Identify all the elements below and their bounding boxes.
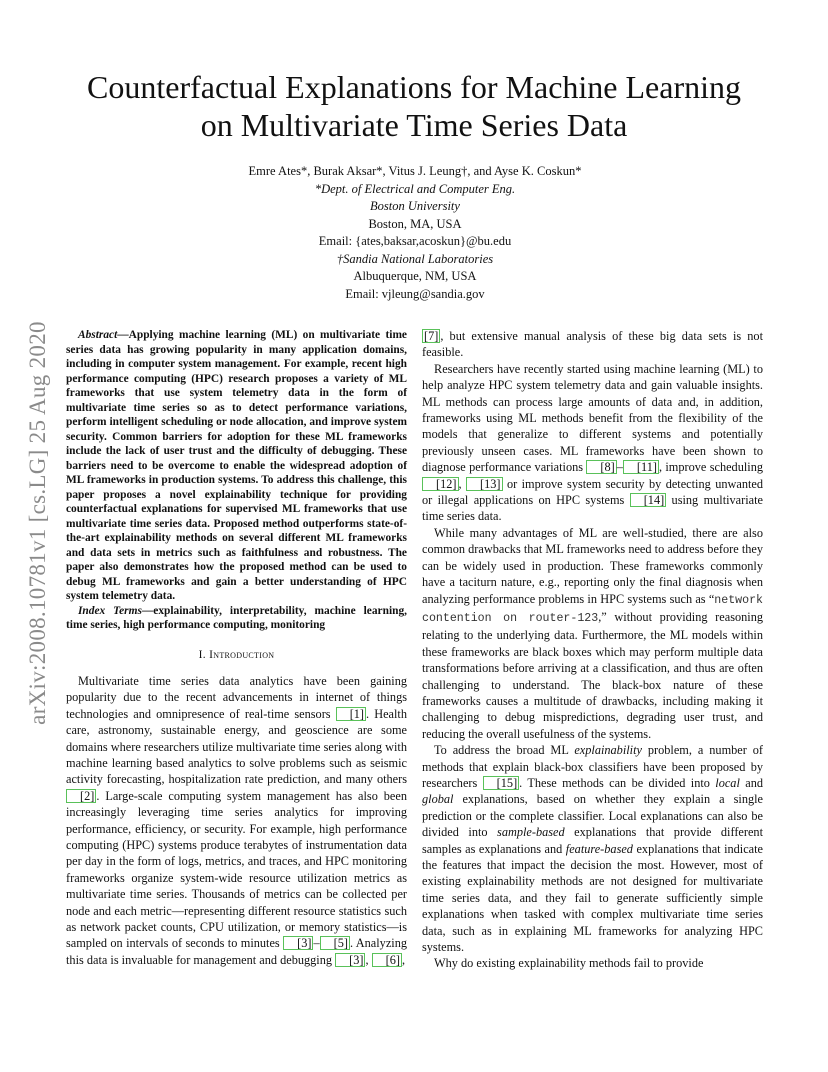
affiliation-2-lab: †Sandia National Laboratories <box>336 251 494 266</box>
arxiv-identifier <box>22 283 54 763</box>
index-terms-text: —explainability, interpretability, machine learning, time series, high performance computing, monitoring <box>66 604 407 631</box>
arxiv-id-text: arXiv:2008.10781v1 [cs.LG] 25 Aug 2020 <box>25 321 50 725</box>
intro-paragraph-2: Researchers have recently started using machine learning (ML) to help analyze HPC system telemetry data and gain valuable insights. ML methods can process large amounts of data and, in addition, frameworks using ML methods benefit from the flexibility of the models that generalize to different systems and potentially previously unseen cases. ML frameworks have been shown to diagnose performance variations [8] – [11] , improve scheduling [12] , [13] or improve system security by detecting unwanted or illegal applications on HPC systems [14] using multivariate time series data. <box>422 361 764 524</box>
code-snippet: network contention on router-123 <box>422 593 763 625</box>
citation-link[interactable]: [5] <box>320 936 350 950</box>
citation-link[interactable]: [15] <box>483 776 520 790</box>
citation-link[interactable]: [8] <box>586 460 616 474</box>
intro-paragraph-4: To address the broad ML explainability problem, a number of methods that explain black-box classifiers have been proposed by researchers [15] . These methods can be divided into local and global explanations, based on whether they explain a single prediction or the complete classifier. Local explanations can also be divided into sample-based explanations that provide different samples as explanations and feature-based explanations that indicate the features that impact the decision the most. However, most of existing explainability methods are not designed for multivariate time series data, and they fail to generate sufficiently simple explanations when tasked with complex multivariate time series data, such as in explaining ML frameworks for analyzing HPC systems. <box>422 743 764 955</box>
paper-title <box>60 68 768 144</box>
abstract-label: Abstract <box>78 329 118 341</box>
affiliation-1-dept: *Dept. of Electrical and Computer Eng. <box>314 181 516 196</box>
abstract <box>66 328 407 604</box>
citation-link[interactable]: [11] <box>623 460 659 474</box>
author-names: Emre Ates*, Burak Aksar*, Vitus J. Leung†, and Ayse K. Coskun* <box>248 164 582 178</box>
citation-link[interactable]: [6] <box>372 953 402 967</box>
intro-paragraph-5: Why do existing explainability methods fail to provide <box>434 956 704 971</box>
intro-paragraph-1-cont: [7] , but extensive manual analysis of these big data sets is not feasible. <box>422 329 763 360</box>
affiliation-2-location: Albuquerque, NM, USA <box>353 269 477 283</box>
index-terms-label: Index Terms <box>78 604 142 617</box>
citation-link[interactable]: [1] <box>336 707 366 721</box>
citation-link[interactable]: [3] <box>335 953 365 967</box>
affiliation-2-email[interactable]: Email: vjleung@sandia.gov <box>345 286 485 301</box>
left-column <box>66 328 407 968</box>
citation-link[interactable]: [14] <box>630 493 667 507</box>
citation-link[interactable]: [2] <box>66 789 96 803</box>
intro-paragraph-3: While many advantages of ML are well-studied, there are also common drawbacks that ML frameworks need to address before they can be widely used in production. These frameworks commonly have a taciturn nature, e.g., reporting only the final diagnosis when analyzing performance problems in HPC systems such as “network contention on router-123,” without providing reasoning relating to the underlying data. Furthermore, the ML models within these frameworks are black boxes which may perform multiple data transformations before arriving at a classification, and thus are often challenging to understand. The black-box nature of these frameworks causes a multitude of drawbacks, including making it challenging to debug mispredictions, degrading user trust, and reducing the overall usefulness of the systems. <box>422 525 763 741</box>
abstract-text: —Applying machine learning (ML) on multivariate time series data has growing popularity in many application domains, including in computer system management. For example, recent high performance computing (HPC) research proposes a variety of ML frameworks that use system telemetry data in the form of multivariate time series so as to detect performance variations, perform intelligent scheduling or node allocation, and improve system security. Common barriers for adoption for these ML frameworks include the lack of user trust and the difficulty of debugging. These barriers need to be overcome to enable the widespread adoption of ML frameworks in production systems. To address this challenge, this paper proposes a novel explainability technique for providing counterfactual explanations for supervised ML frameworks that use multivariate time series data. Proposed method outperforms state-of-the-art explainability methods on several different ML frameworks and data sets in metrics such as faithfulness and robustness. The paper also demonstrates how the proposed method can be used to debug ML frameworks and gain a better understanding of HPC system telemetry data. <box>66 329 407 602</box>
title-line-1: Counterfactual Explanations for Machine Learning <box>87 69 741 105</box>
section-heading-introduction: I. Introduction <box>198 648 275 661</box>
index-terms <box>66 604 407 633</box>
affiliation-1-university: Boston University <box>370 199 460 213</box>
title-line-2: on Multivariate Time Series Data <box>200 107 628 143</box>
affiliation-1-email[interactable]: Email: {ates,baksar,acoskun}@bu.edu <box>318 234 512 248</box>
right-column <box>422 328 763 972</box>
citation-link[interactable]: [7] <box>424 329 439 343</box>
citation-link[interactable]: [13] <box>466 477 503 491</box>
citation-link[interactable]: [3] <box>283 936 313 950</box>
affiliation-1-location: Boston, MA, USA <box>368 216 462 231</box>
citation-link[interactable]: [12] <box>422 477 459 491</box>
intro-paragraph-1: Multivariate time series data analytics have been gaining popularity due to the recent advancements in internet of things technologies and omnipresence of real-time sensors [1] . Health care, astronomy, sustainable energy, and geoscience are some domains where researchers utilize multivariate time series along with machine learning based analytics to solve problems such as seismic activity forecasting, hospitalization rate prediction, and many others [2] . Large-scale computing system management has also been increasingly leveraging time series analytics for improving performance, efficiency, or security. For example, high performance computing (HPC) systems produce terabytes of instrumentation data per day in the form of logs, metrics, and traces, and HPC monitoring frameworks organize system-wide resource utilization metrics as multivariate time series. Thousands of metrics can be collected per node and each metric—representing different resource statistics such as network packet counts, CPU utilization, or memory statistics—is sampled on intervals of seconds to minutes [3] – [5] . Analyzing this data is invaluable for management and debugging [3] , [6] , <box>66 673 407 967</box>
author-block <box>90 163 740 303</box>
